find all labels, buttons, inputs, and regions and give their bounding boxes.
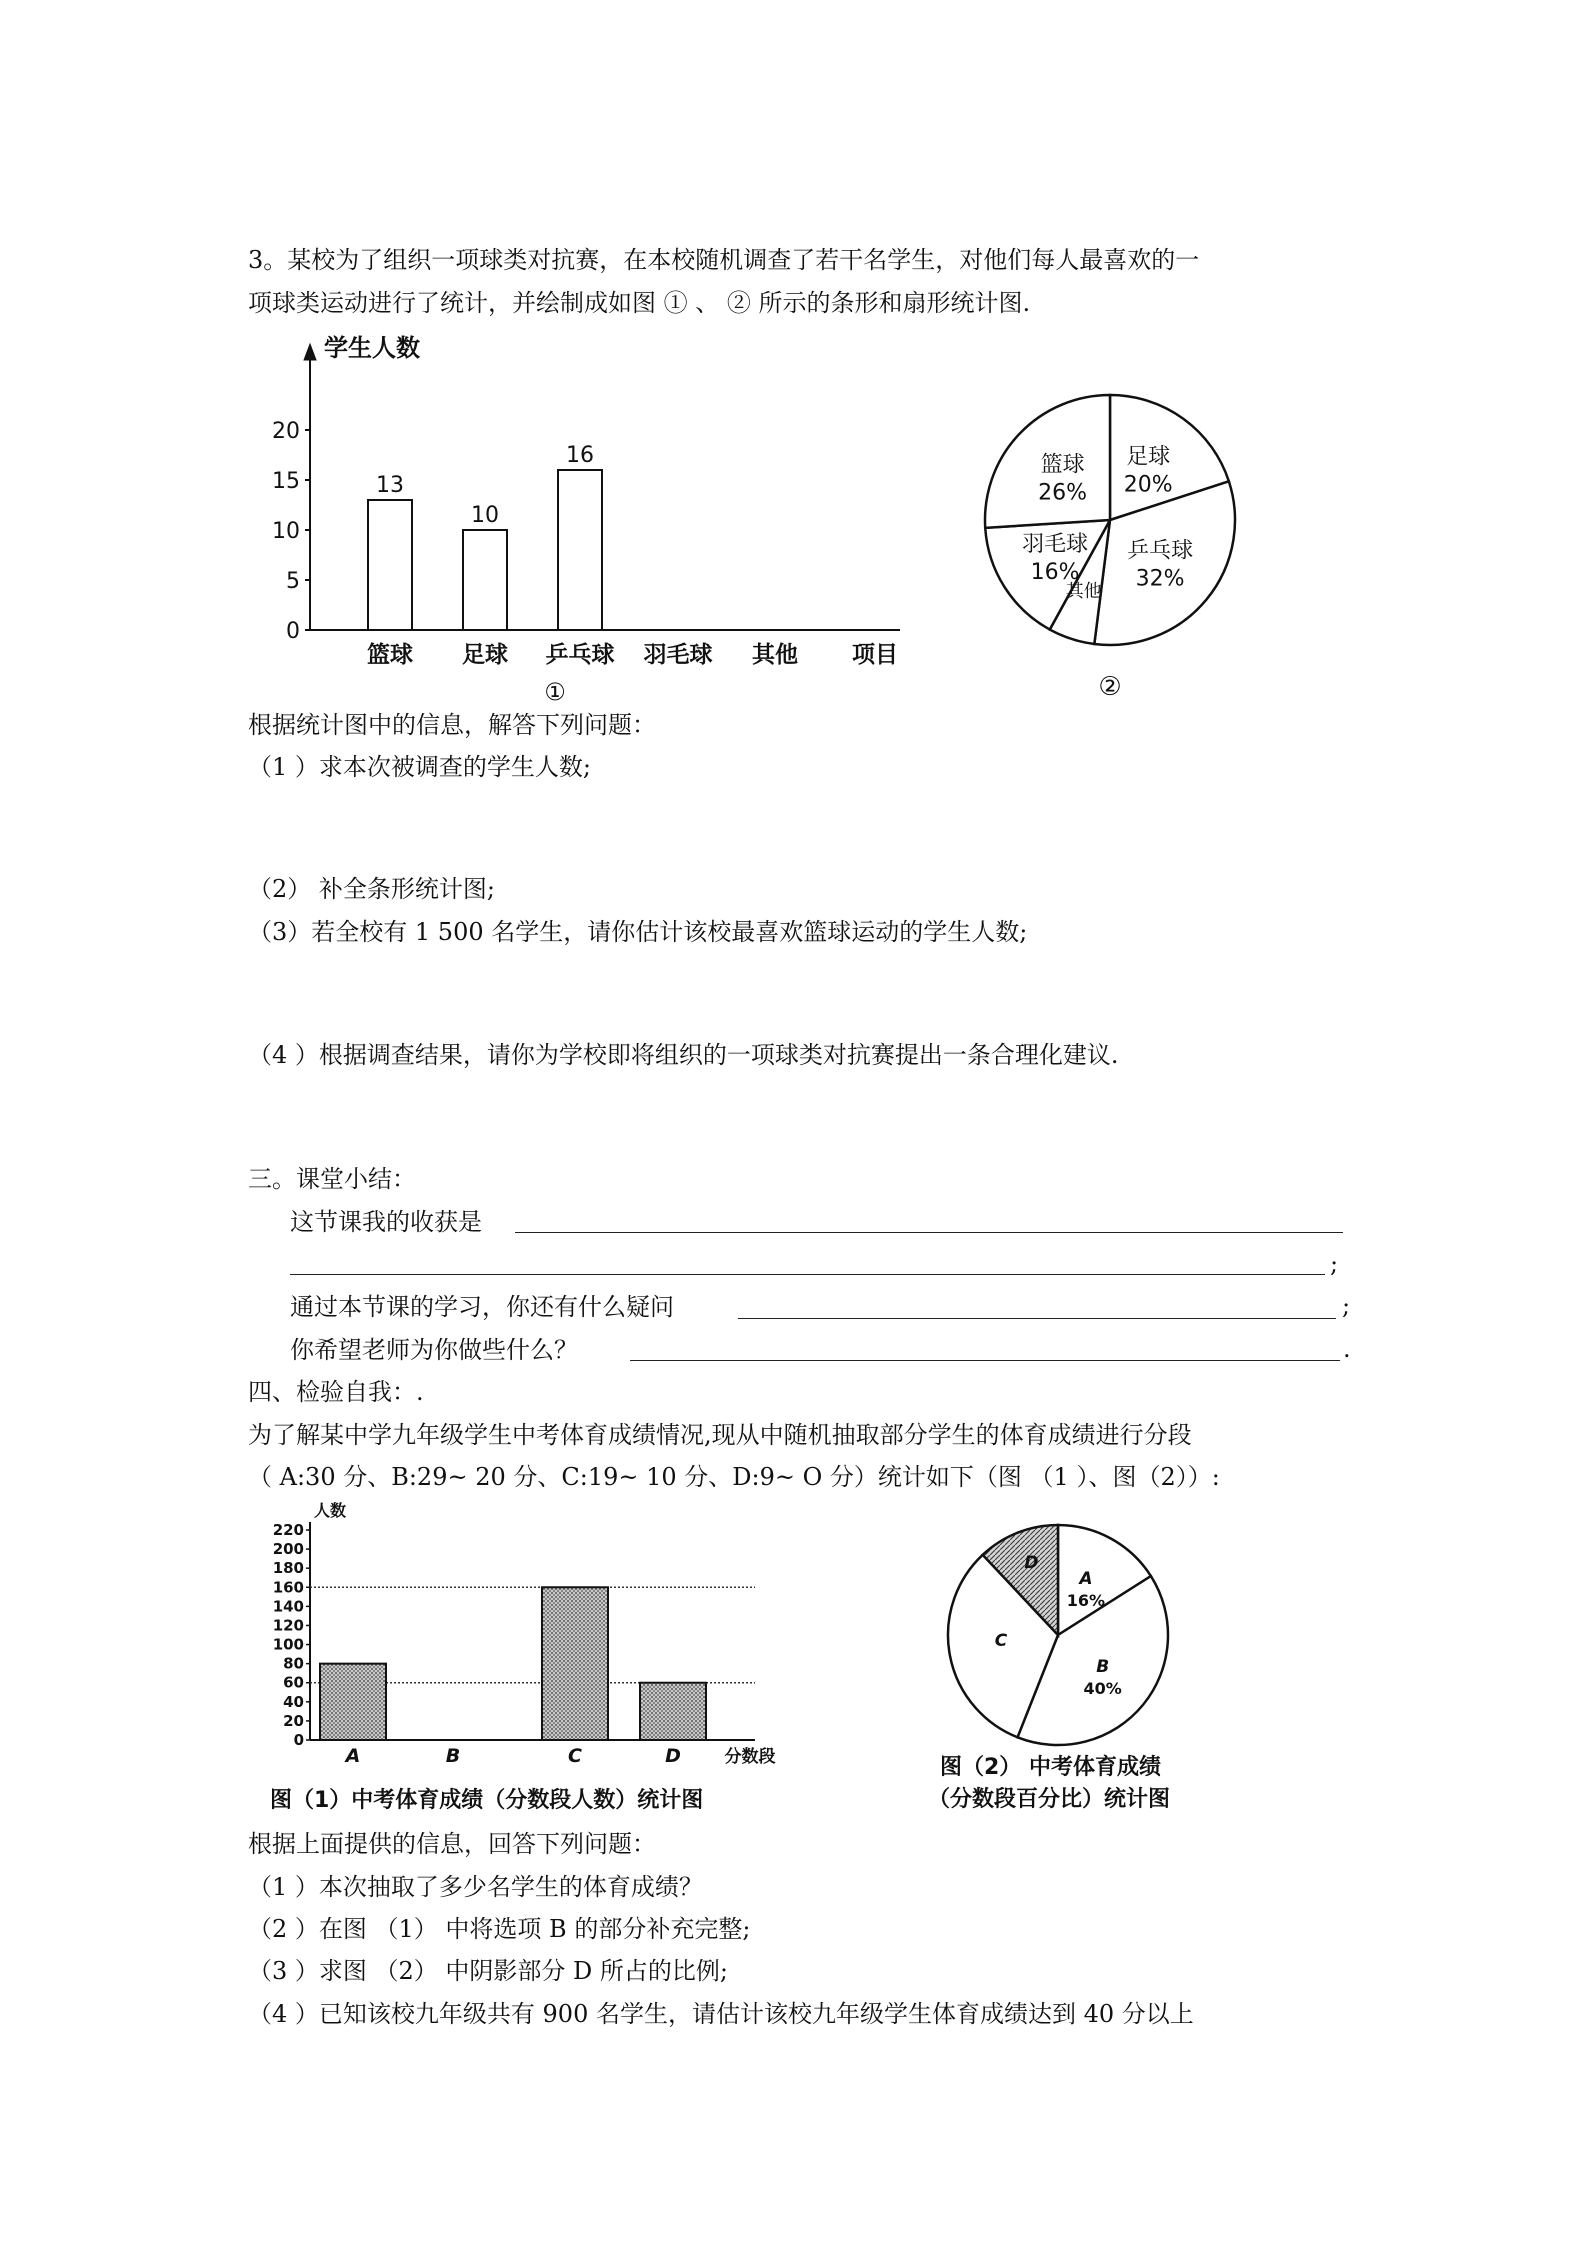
y-axis-label: 学生人数 xyxy=(324,334,420,362)
x-tick-label: 其他 xyxy=(752,642,798,668)
y-tick-label: 180 xyxy=(272,1559,304,1578)
slice-percent: 20% xyxy=(1123,472,1173,498)
y-tick-label: 10 xyxy=(272,519,300,544)
slice-label: 其他 xyxy=(1065,580,1102,602)
y-tick-label: 40 xyxy=(283,1692,304,1711)
slice-label: 篮球 xyxy=(1040,452,1085,478)
data-label: 10 xyxy=(471,503,499,528)
y-tick-label: 0 xyxy=(293,1731,304,1749)
q3-question-1: （1 ）求本次被调查的学生人数; xyxy=(248,753,591,781)
bar xyxy=(463,530,507,630)
summary-gain-blank[interactable] xyxy=(515,1232,1343,1233)
summary-period: . xyxy=(1343,1335,1351,1363)
slice-label: C xyxy=(994,1630,1008,1651)
q3-line2: 项球类运动进行了统计，并绘制成如图 ① 、 ② 所示的条形和扇形统计图. xyxy=(248,289,1031,317)
slice-percent: 40% xyxy=(1083,1678,1122,1698)
slice-percent: 32% xyxy=(1135,566,1185,592)
check-question-3: （3 ）求图 （2） 中阴影部分 D 所占的比例; xyxy=(248,1957,729,1985)
y-tick-label: 5 xyxy=(286,569,300,594)
pie-chart-2 xyxy=(960,370,1260,710)
check-intro-2: （ A:30 分、B:29~ 20 分、C:19~ 10 分、D:9~ O 分）统计如下（图 （1 ）、图（2））: xyxy=(248,1463,1220,1491)
slice-percent: 16% xyxy=(1066,1591,1106,1611)
check-question-4: （4 ）已知该校九年级共有 900 名学生，请估计该校九年级学生体育成绩达到 40 分以上 xyxy=(248,2000,1194,2028)
x-tick-label: C xyxy=(568,1745,582,1767)
y-tick-label: 80 xyxy=(283,1654,304,1673)
y-tick-label: 120 xyxy=(272,1616,304,1635)
chart4-caption-2: （分数段百分比）统计图 xyxy=(928,1787,1171,1812)
summary-heading: 三。课堂小结： xyxy=(248,1165,416,1193)
slice-label: 羽毛球 xyxy=(1022,531,1089,557)
check-question-1: （1 ）本次抽取了多少名学生的体育成绩？ xyxy=(248,1873,703,1901)
y-tick-label: 100 xyxy=(272,1635,304,1654)
y-tick-label: 15 xyxy=(272,469,300,494)
y-tick-label: 160 xyxy=(272,1578,304,1597)
check-heading: 四、检验自我：. xyxy=(248,1378,424,1406)
q3-line1: 3。某校为了组织一项球类对抗赛，在本校随机调查了若干名学生，对他们每人最喜欢的一 xyxy=(248,246,1200,274)
summary-teacher-label: 你希望老师为你做些什么？ xyxy=(290,1336,578,1364)
summary-teacher-blank[interactable] xyxy=(630,1360,1340,1361)
chart4-caption-1: 图（2） 中考体育成绩 xyxy=(940,1755,1161,1780)
bar xyxy=(640,1683,706,1740)
summary-semicolon: ; xyxy=(1330,1250,1339,1278)
chart-caption: ① xyxy=(544,678,566,706)
slice-label: 足球 xyxy=(1126,444,1171,470)
slice-label: B xyxy=(1096,1656,1110,1677)
check-prompt: 根据上面提供的信息，回答下列问题： xyxy=(248,1830,656,1858)
bar xyxy=(320,1664,386,1740)
y-axis-arrow xyxy=(304,344,316,360)
summary-semicolon-2: ; xyxy=(1342,1292,1351,1320)
y-tick-label: 20 xyxy=(272,419,300,444)
summary-question-blank[interactable] xyxy=(738,1318,1336,1319)
x-tick-label: A xyxy=(345,1745,361,1767)
x-tick-label: 乒乓球 xyxy=(545,642,615,668)
x-axis-label: 分数段 xyxy=(724,1747,776,1767)
bar-chart-1 xyxy=(270,330,910,710)
pie-chart-4 xyxy=(930,1505,1190,1765)
x-tick-label: 足球 xyxy=(462,642,508,668)
chart3-caption: 图（1）中考体育成绩（分数段人数）统计图 xyxy=(270,1788,704,1813)
y-tick-label: 60 xyxy=(283,1673,304,1692)
bar xyxy=(558,470,602,630)
y-tick-label: 20 xyxy=(283,1711,304,1730)
x-tick-label: D xyxy=(665,1745,681,1767)
check-intro-1: 为了解某中学九年级学生中考体育成绩情况,现从中随机抽取部分学生的体育成绩进行分段 xyxy=(248,1421,1192,1449)
slice-label: D xyxy=(1024,1553,1039,1574)
bar-chart-3 xyxy=(255,1500,845,1800)
q3-question-3: （3）若全校有 1 500 名学生，请你估计该校最喜欢篮球运动的学生人数; xyxy=(248,918,1028,946)
slice-label: 乒乓球 xyxy=(1127,538,1194,564)
check-question-2: （2 ）在图 （1） 中将选项 B 的部分补充完整; xyxy=(248,1915,751,1943)
x-axis-label: 项目 xyxy=(852,642,898,668)
summary-gain-blank-2[interactable] xyxy=(290,1274,1325,1275)
x-tick-label: 篮球 xyxy=(367,642,413,668)
y-tick-label: 220 xyxy=(272,1521,304,1539)
q3-prompt: 根据统计图中的信息，解答下列问题： xyxy=(248,711,656,739)
slice-percent: 26% xyxy=(1038,480,1088,506)
data-label: 13 xyxy=(376,473,404,498)
slice-percent: 16% xyxy=(1030,559,1080,585)
slice-label: A xyxy=(1079,1569,1093,1590)
bar xyxy=(368,500,412,630)
y-tick-label: 200 xyxy=(272,1540,304,1559)
y-axis-label: 人数 xyxy=(314,1501,347,1520)
chart-caption: ② xyxy=(1098,672,1122,702)
x-tick-label: 羽毛球 xyxy=(643,642,713,668)
x-tick-label: B xyxy=(445,1745,461,1767)
q3-question-4: （4 ）根据调查结果，请你为学校即将组织的一项球类对抗赛提出一条合理化建议. xyxy=(248,1041,1119,1069)
summary-question-label: 通过本节课的学习，你还有什么疑问 xyxy=(290,1293,674,1321)
summary-gain-label: 这节课我的收获是 xyxy=(290,1208,482,1236)
bar xyxy=(542,1587,608,1740)
y-tick-label: 140 xyxy=(272,1597,304,1616)
q3-question-2: （2） 补全条形统计图; xyxy=(248,875,495,903)
y-tick-label: 0 xyxy=(286,619,300,644)
data-label: 16 xyxy=(566,443,594,468)
